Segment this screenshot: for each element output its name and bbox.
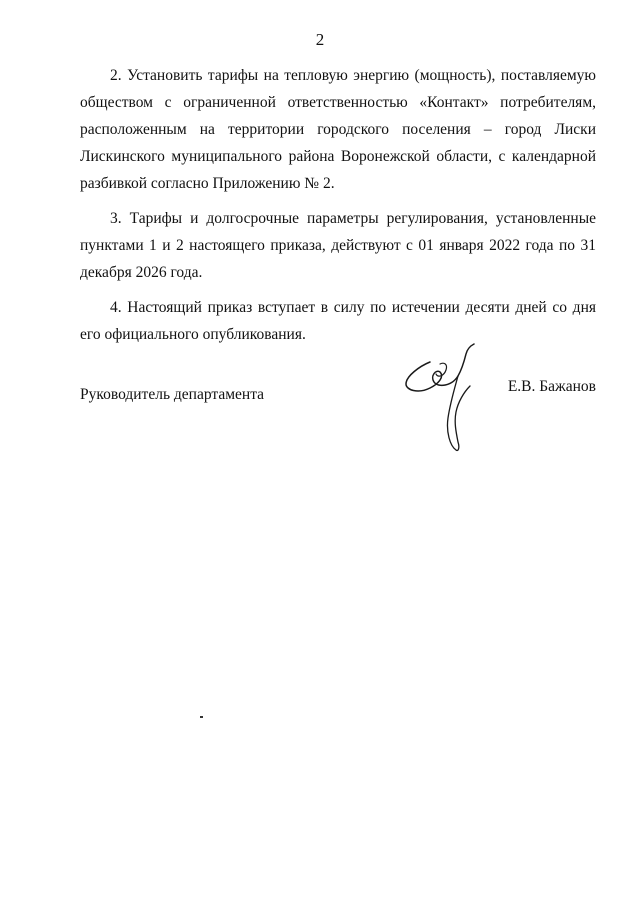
- signature-block: [80, 380, 596, 420]
- document-body: [80, 62, 596, 356]
- page-number: 2: [315, 30, 325, 49]
- signatory-name: Е.В. Бажанов: [507, 378, 596, 395]
- stray-mark: [200, 716, 204, 719]
- paragraph-3: 3. Тарифы и долгосрочные параметры регулирования, установленные пунктами 1 и 2 настоящего приказа, действуют с 01 января 2022 года по 31 декабря 2026 года.: [80, 210, 596, 281]
- handwritten-signature: [400, 342, 486, 454]
- signatory-title: Руководитель департамента: [80, 386, 265, 403]
- paragraph-4: 4. Настоящий приказ вступает в силу по истечении десяти дней со дня его официального опубликования.: [80, 299, 596, 343]
- paragraph-2: 2. Установить тарифы на тепловую энергию (мощность), поставляемую обществом с ограниченной ответственностью «Контакт» потребителям, расположенным на территории городского поселения – город Лиски Лискинского муниципального района Воронежской области, с календарной разбивкой согласно Приложению № 2.: [80, 67, 596, 192]
